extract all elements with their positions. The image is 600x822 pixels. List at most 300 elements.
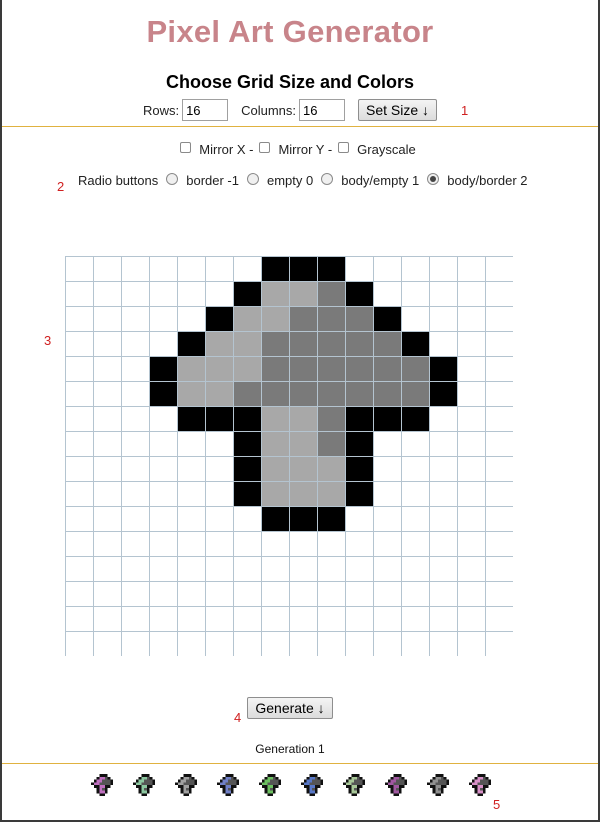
grid-cell[interactable] [149,356,177,381]
grid-cell[interactable] [401,456,429,481]
grid-cell[interactable] [177,406,205,431]
grid-cell[interactable] [429,531,457,556]
grid-cell[interactable] [457,381,485,406]
grid-cell[interactable] [289,356,317,381]
grid-cell[interactable] [345,256,373,281]
grid-cell[interactable] [121,481,149,506]
grid-cell[interactable] [317,456,345,481]
grid-cell[interactable] [261,431,289,456]
grid-cell[interactable] [289,256,317,281]
grid-cell[interactable] [177,606,205,631]
grid-cell[interactable] [177,256,205,281]
grid-cell[interactable] [457,531,485,556]
grid-cell[interactable] [177,331,205,356]
grid-cell[interactable] [485,631,513,656]
grid-cell[interactable] [429,581,457,606]
grid-cell[interactable] [429,306,457,331]
generation-label: Generation 1 [255,742,325,756]
grid-cell[interactable] [93,556,121,581]
mirror-y-checkbox[interactable] [259,142,270,153]
grid-cell[interactable] [65,356,93,381]
grid-cell[interactable] [177,481,205,506]
mushroom-icon[interactable] [343,774,365,796]
grid-cell[interactable] [429,356,457,381]
generate-area [0,697,580,719]
mirror-x-checkbox[interactable] [180,142,191,153]
grid-cell[interactable] [205,631,233,656]
grid-cell[interactable] [177,506,205,531]
grid-cell[interactable] [261,331,289,356]
grid-cell[interactable] [457,256,485,281]
radio-empty-label: empty 0 [266,173,314,188]
grid-cell[interactable] [149,531,177,556]
grid-cell[interactable] [65,531,93,556]
grid-cell[interactable] [93,356,121,381]
grid-cell[interactable] [65,381,93,406]
grid-cell[interactable] [401,481,429,506]
grid-cell[interactable] [93,281,121,306]
grid-cell[interactable] [317,556,345,581]
grid-cell[interactable] [121,356,149,381]
grid-cell[interactable] [485,331,513,356]
marker-4: 4 [234,710,242,725]
grid-cell[interactable] [373,306,401,331]
radio-body-border-label: body/border 2 [447,173,528,188]
grayscale-label: Grayscale [357,142,416,157]
grid-cell[interactable] [177,581,205,606]
grid-cell[interactable] [457,306,485,331]
grayscale-checkbox[interactable] [338,142,349,153]
grid-cell[interactable] [261,356,289,381]
grid-cell[interactable] [345,581,373,606]
grid-cell[interactable] [65,506,93,531]
grid-cell[interactable] [233,456,261,481]
mushroom-icon[interactable] [91,774,113,796]
grid-cell[interactable] [205,356,233,381]
grid-cell[interactable] [429,631,457,656]
grid-cell[interactable] [205,606,233,631]
grid-cell[interactable] [261,281,289,306]
grid-cell[interactable] [401,306,429,331]
grid-cell[interactable] [373,356,401,381]
grid-cell[interactable] [233,281,261,306]
grid-cell[interactable] [93,631,121,656]
grid-cell[interactable] [289,506,317,531]
grid-cell[interactable] [121,556,149,581]
grid-cell[interactable] [121,456,149,481]
grid-cell[interactable] [345,331,373,356]
grid-cell[interactable] [457,581,485,606]
grid-cell[interactable] [233,256,261,281]
grid-cell[interactable] [289,456,317,481]
grid-cell[interactable] [121,506,149,531]
grid-cell[interactable] [93,306,121,331]
grid-cell[interactable] [205,281,233,306]
grid-cell[interactable] [93,481,121,506]
grid-cell[interactable] [205,456,233,481]
grid-cell[interactable] [289,606,317,631]
grid-cell[interactable] [317,406,345,431]
grid-cell[interactable] [261,381,289,406]
grid-cell[interactable] [233,606,261,631]
grid-cell[interactable] [485,506,513,531]
grid-cell[interactable] [317,631,345,656]
divider-bottom [2,763,598,764]
mushroom-icon[interactable] [469,774,491,796]
grid-cell[interactable] [485,406,513,431]
grid-cell[interactable] [233,481,261,506]
grid-cell[interactable] [429,381,457,406]
grid-cell[interactable] [205,506,233,531]
grid-cell[interactable] [93,506,121,531]
grid-cell[interactable] [233,381,261,406]
grid-cell[interactable] [233,506,261,531]
grid-cell[interactable] [65,456,93,481]
grid-cell[interactable] [65,331,93,356]
grid-cell[interactable] [233,406,261,431]
grid-cell[interactable] [121,581,149,606]
grid-cell[interactable] [373,456,401,481]
grid-cell[interactable] [233,556,261,581]
marker-3: 3 [44,333,52,348]
grid-cell[interactable] [401,406,429,431]
grid-cell[interactable] [149,606,177,631]
grid-cell[interactable] [121,631,149,656]
grid-cell[interactable] [401,381,429,406]
grid-cell[interactable] [373,256,401,281]
grid-cell[interactable] [261,531,289,556]
grid-cell[interactable] [149,581,177,606]
grid-cell[interactable] [345,481,373,506]
section-heading: Choose Grid Size and Colors [165,72,415,92]
grid-cell[interactable] [429,481,457,506]
columns-input[interactable] [299,99,345,121]
grid-cell[interactable] [429,556,457,581]
mushroom-icon[interactable] [175,774,197,796]
grid-cell[interactable] [457,331,485,356]
grid-cell[interactable] [317,431,345,456]
radio-empty[interactable] [247,173,259,185]
grid-cell[interactable] [177,431,205,456]
grid-cell[interactable] [65,606,93,631]
grid-cell[interactable] [261,581,289,606]
grid-cell[interactable] [317,606,345,631]
grid-cell[interactable] [177,306,205,331]
grid-cell[interactable] [121,406,149,431]
grid-cell[interactable] [485,531,513,556]
grid-cell[interactable] [373,331,401,356]
grid-cell[interactable] [457,431,485,456]
grid-cell[interactable] [345,606,373,631]
grid-cell[interactable] [317,506,345,531]
grid-cell[interactable] [457,356,485,381]
page-title: Pixel Art Generator [146,14,434,49]
grid-cell[interactable] [65,631,93,656]
grid-cell[interactable] [261,481,289,506]
grid-cell[interactable] [401,281,429,306]
grid-cell[interactable] [485,581,513,606]
grid-cell[interactable] [401,256,429,281]
grid-cell[interactable] [65,581,93,606]
grid-cell[interactable] [317,331,345,356]
grid-cell[interactable] [345,406,373,431]
grid-cell[interactable] [401,606,429,631]
grid-cell[interactable] [401,631,429,656]
grid-cell[interactable] [205,306,233,331]
grid-cell[interactable] [345,281,373,306]
grid-cell[interactable] [457,456,485,481]
grid-cell[interactable] [485,381,513,406]
grid-cell[interactable] [149,556,177,581]
grid-cell[interactable] [457,506,485,531]
grid-cell[interactable] [261,456,289,481]
grid-cell[interactable] [93,581,121,606]
grid-cell[interactable] [261,631,289,656]
grid-cell[interactable] [457,481,485,506]
grid-cell[interactable] [177,631,205,656]
grid-cell[interactable] [205,531,233,556]
grid-cell[interactable] [457,631,485,656]
grid-cell[interactable] [149,631,177,656]
grid-cell[interactable] [373,481,401,506]
grid-cell[interactable] [93,606,121,631]
grid-cell[interactable] [485,281,513,306]
grid-cell[interactable] [289,431,317,456]
grid-cell[interactable] [289,381,317,406]
grid-cell[interactable] [485,256,513,281]
grid-cell[interactable] [401,531,429,556]
generation-thumbnails [91,774,491,796]
grid-cell[interactable] [373,581,401,606]
grid-cell[interactable] [289,631,317,656]
grid-cell[interactable] [317,256,345,281]
grid-cell[interactable] [177,456,205,481]
grid-cell[interactable] [93,256,121,281]
grid-cell[interactable] [149,381,177,406]
grid-cell[interactable] [289,306,317,331]
grid-cell[interactable] [457,556,485,581]
grid-cell[interactable] [121,256,149,281]
grid-cell[interactable] [317,531,345,556]
grid-cell[interactable] [457,281,485,306]
grid-cell[interactable] [233,331,261,356]
grid-cell[interactable] [233,631,261,656]
grid-cell[interactable] [345,531,373,556]
grid-cell[interactable] [373,556,401,581]
grid-cell[interactable] [317,481,345,506]
radio-group-label: Radio buttons [78,173,159,188]
grid-cell[interactable] [373,631,401,656]
grid-cell[interactable] [65,256,93,281]
mushroom-icon[interactable] [301,774,323,796]
grid-cell[interactable] [121,306,149,331]
grid-cell[interactable] [429,606,457,631]
grid-cell[interactable] [373,281,401,306]
generate-button[interactable]: Generate ↓ [247,697,332,719]
grid-cell[interactable] [121,431,149,456]
grid-cell[interactable] [121,531,149,556]
grid-cell[interactable] [429,281,457,306]
grid-cell[interactable] [261,306,289,331]
marker-5: 5 [493,797,501,812]
radio-border[interactable] [166,173,178,185]
rows-input[interactable] [182,99,228,121]
grid-cell[interactable] [485,456,513,481]
grid-cell[interactable] [289,281,317,306]
grid-cell[interactable] [401,506,429,531]
grid-cell[interactable] [345,556,373,581]
grid-cell[interactable] [345,431,373,456]
grid-cell[interactable] [93,406,121,431]
grid-cell[interactable] [205,556,233,581]
grid-cell[interactable] [401,581,429,606]
grid-cell[interactable] [149,306,177,331]
grid-cell[interactable] [205,256,233,281]
grid-cell[interactable] [149,506,177,531]
grid-cell[interactable] [289,406,317,431]
grid-cell[interactable] [373,431,401,456]
mushroom-icon[interactable] [217,774,239,796]
grid-cell[interactable] [65,431,93,456]
grid-cell[interactable] [93,531,121,556]
grid-cell[interactable] [233,356,261,381]
grid-cell[interactable] [205,331,233,356]
grid-cell[interactable] [457,406,485,431]
grid-cell[interactable] [345,381,373,406]
grid-cell[interactable] [261,556,289,581]
grid-cell[interactable] [149,256,177,281]
mirror-y-label: Mirror Y - [278,142,333,157]
grid-cell[interactable] [429,456,457,481]
grid-cell[interactable] [261,256,289,281]
grid-cell[interactable] [401,331,429,356]
grid-cell[interactable] [233,581,261,606]
grid-cell[interactable] [261,606,289,631]
grid-cell[interactable] [233,531,261,556]
grid-cell[interactable] [373,531,401,556]
grid-cell[interactable] [65,481,93,506]
grid-cell[interactable] [149,456,177,481]
grid-cell[interactable] [485,556,513,581]
columns-label: Columns: [241,102,296,118]
grid-cell[interactable] [401,431,429,456]
grid-size-controls [0,98,580,122]
grid-cell[interactable] [177,531,205,556]
grid-cell[interactable] [345,456,373,481]
grid-cell[interactable] [65,556,93,581]
mushroom-icon[interactable] [133,774,155,796]
grid-cell[interactable] [485,606,513,631]
grid-cell[interactable] [457,606,485,631]
grid-cell[interactable] [401,556,429,581]
grid-cell[interactable] [149,281,177,306]
grid-cell[interactable] [373,606,401,631]
radio-border-label: border -1 [186,173,239,188]
grid-cell[interactable] [205,481,233,506]
mushroom-icon[interactable] [259,774,281,796]
grid-cell[interactable] [177,556,205,581]
mirror-options [0,142,590,157]
grid-cell[interactable] [261,506,289,531]
grid-cell[interactable] [149,406,177,431]
grid-cell[interactable] [485,306,513,331]
grid-cell[interactable] [149,331,177,356]
marker-2: 2 [57,179,65,194]
grid-cell[interactable] [121,281,149,306]
grid-cell[interactable] [233,306,261,331]
grid-cell[interactable] [149,431,177,456]
grid-cell[interactable] [289,556,317,581]
grid-cell[interactable] [177,281,205,306]
grid-cell[interactable] [233,431,261,456]
grid-cell[interactable] [373,381,401,406]
grid-cell[interactable] [289,331,317,356]
grid-cell[interactable] [93,431,121,456]
grid-cell[interactable] [93,381,121,406]
grid-cell[interactable] [93,331,121,356]
pixel-grid[interactable] [65,256,513,656]
grid-cell[interactable] [373,406,401,431]
grid-cell[interactable] [149,481,177,506]
grid-cell[interactable] [317,281,345,306]
grid-cell[interactable] [485,431,513,456]
grid-cell[interactable] [485,356,513,381]
radio-body-empty[interactable] [321,173,333,185]
grid-cell[interactable] [93,456,121,481]
grid-cell[interactable] [317,381,345,406]
grid-cell[interactable] [65,281,93,306]
radio-body-empty-label: body/empty 1 [341,173,420,188]
mushroom-icon[interactable] [385,774,407,796]
grid-cell[interactable] [429,431,457,456]
grid-cell[interactable] [429,256,457,281]
mushroom-icon[interactable] [427,774,449,796]
grid-cell[interactable] [289,481,317,506]
grid-cell[interactable] [401,356,429,381]
grid-cell[interactable] [121,606,149,631]
grid-cell[interactable] [289,531,317,556]
rows-label: Rows: [142,102,180,118]
grid-cell[interactable] [177,356,205,381]
grid-cell[interactable] [345,356,373,381]
grid-cell[interactable] [261,406,289,431]
grid-cell[interactable] [373,506,401,531]
grid-cell[interactable] [317,356,345,381]
grid-cell[interactable] [485,481,513,506]
grid-cell[interactable] [121,381,149,406]
grid-cell[interactable] [205,581,233,606]
grid-cell[interactable] [345,631,373,656]
grid-cell[interactable] [345,306,373,331]
grid-cell[interactable] [289,581,317,606]
grid-cell[interactable] [177,381,205,406]
grid-cell[interactable] [317,306,345,331]
radio-group [78,173,528,188]
grid-cell[interactable] [429,506,457,531]
grid-cell[interactable] [345,506,373,531]
grid-cell[interactable] [205,406,233,431]
grid-cell[interactable] [429,406,457,431]
grid-cell[interactable] [205,431,233,456]
grid-cell[interactable] [429,331,457,356]
grid-cell[interactable] [65,406,93,431]
grid-cell[interactable] [317,581,345,606]
set-size-button[interactable]: Set Size ↓ [358,99,437,121]
grid-cell[interactable] [65,306,93,331]
grid-cell[interactable] [121,331,149,356]
radio-body-border[interactable] [427,173,439,185]
grid-cell[interactable] [205,381,233,406]
